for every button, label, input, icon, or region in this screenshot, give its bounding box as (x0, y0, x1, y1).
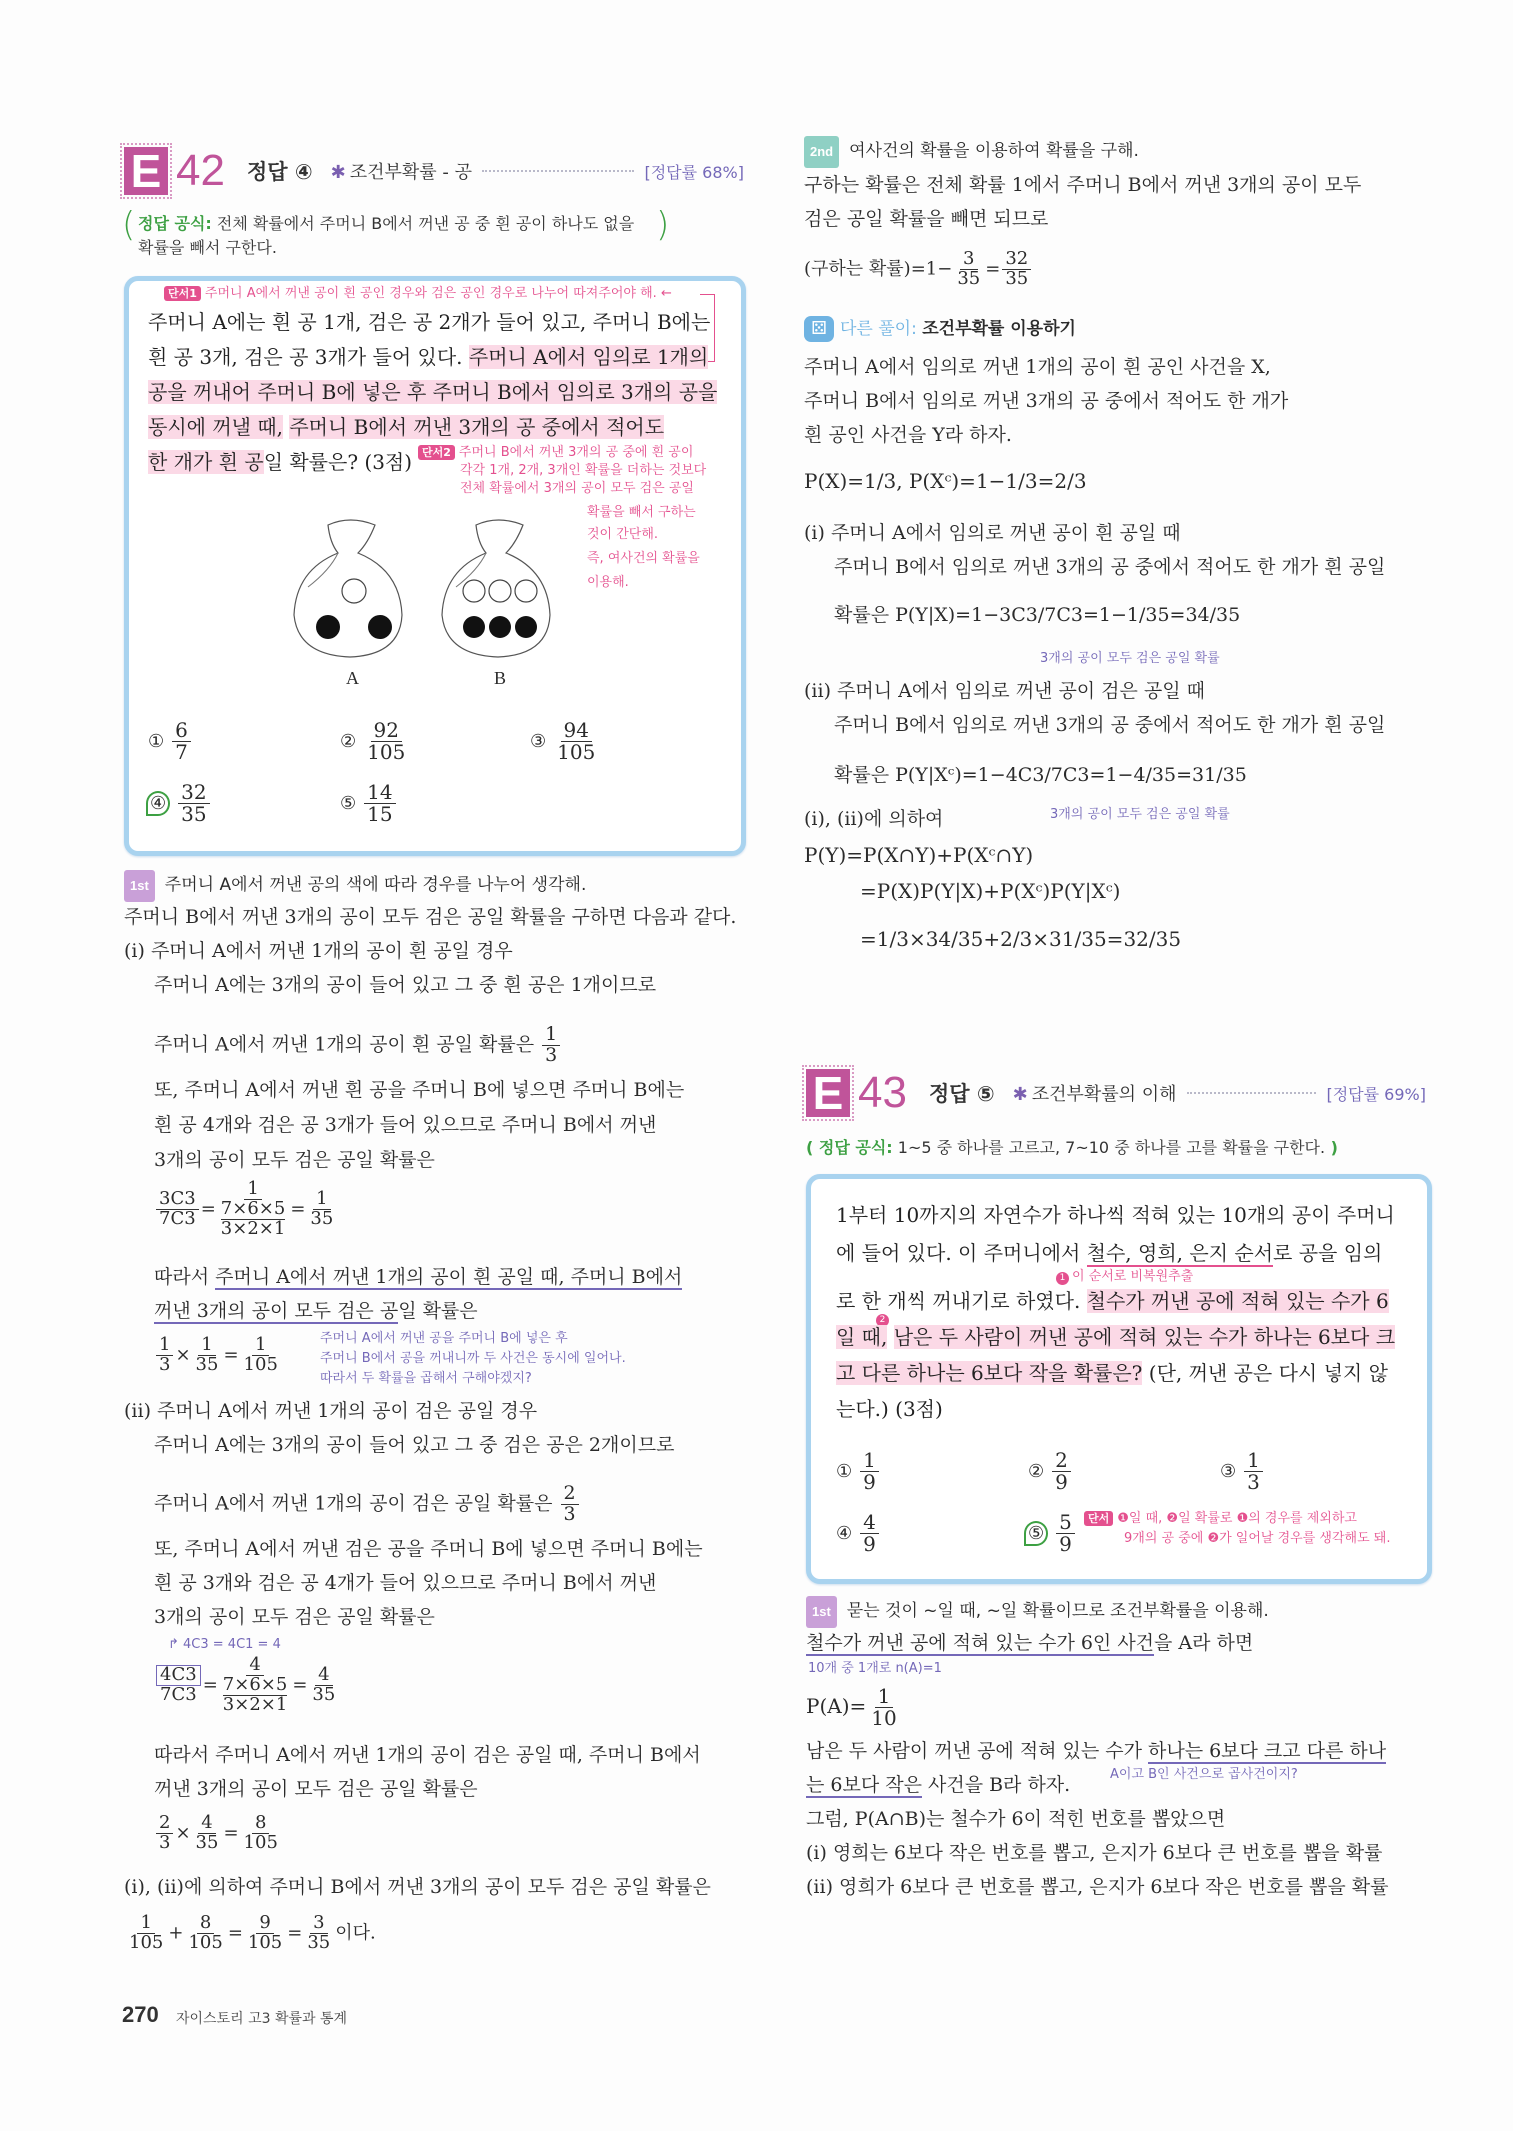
alt-px-equation: P(X)=1/3, P(Xᶜ)=1−1/3=2/3 (804, 469, 1087, 493)
denominator: 7 (175, 740, 188, 764)
numerator: 4 (315, 1666, 332, 1686)
hint-2-line-4: 확률을 빼서 구하는 (587, 505, 696, 520)
text: (단, 꺼낸 공은 다시 넣지 않 (1142, 1361, 1388, 1385)
denominator: 10 (871, 1706, 897, 1730)
boxed-numerator: 4C3 (156, 1665, 201, 1686)
solution-intro: 주머니 B에서 꺼낸 3개의 공이 모두 검은 공일 확률을 구하면 다음과 같다. (124, 906, 737, 928)
sol43-pa (806, 1686, 902, 1729)
denominator: 15 (367, 802, 393, 826)
option-fraction (172, 720, 191, 763)
denominator: 35 (310, 1207, 334, 1229)
option-number: ③ (530, 731, 547, 752)
sol43-note-1: 10개 중 1개로 n(A)=1 (808, 1661, 942, 1676)
option-number: ② (340, 731, 357, 752)
case-2-line-4: 흰 공 3개와 검은 공 4개가 들어 있으므로 주머니 B에서 꺼낸 (154, 1572, 657, 1594)
numerator: 32 (178, 782, 209, 804)
question-text: 흰 공 3개, 검은 공 3개가 들어 있다. (148, 345, 463, 369)
highlighted-condition: 동시에 꺼낼 때, (148, 415, 283, 439)
hint-text: ❶일 때, ❷일 확률로 ❶의 경우를 제외하고 (1117, 1511, 1357, 1526)
note-text: 이 순서로 비복원추출 (1072, 1269, 1194, 1284)
option-number: ④ (836, 1523, 853, 1544)
option-3[interactable] (1220, 1450, 1265, 1493)
denominator: 3 (159, 1831, 171, 1853)
denominator: 105 (367, 740, 406, 764)
dotted-leader (482, 170, 634, 172)
step-title: 주머니 A에서 꺼낸 공의 색에 따라 경우를 나누어 생각해. (164, 875, 587, 895)
numerator: 8 (197, 1914, 214, 1934)
numerator: 94 (561, 720, 592, 742)
dotted-leader (1187, 1092, 1317, 1094)
highlighted-question: 주머니 B에서 꺼낸 3개의 공 중에서 적어도 (289, 415, 665, 439)
hint-text: 주머니 A에서 꺼낸 공이 흰 공인 경우와 검은 공인 경우로 나누어 따져주어야 해. (204, 286, 657, 301)
text: 남은 두 사람이 꺼낸 공에 적혀 있는 수가 (806, 1740, 1148, 1762)
sol43-line-3 (806, 1770, 1070, 1800)
text: 로 공을 임의 (1273, 1241, 1383, 1265)
bag-a-label: A (346, 668, 359, 688)
underlined-text: 는 6보다 작은 (806, 1774, 922, 1796)
question-line-4 (148, 410, 664, 444)
question-line-3 (148, 375, 717, 409)
step-title: 묻는 것이 ~일 때, ~일 확률이므로 조건부확률을 이용해. (846, 1601, 1269, 1621)
numerator: 4 (860, 1512, 879, 1534)
problem-number: 42 (176, 146, 225, 195)
option-3[interactable] (530, 720, 600, 763)
denominator: 35 (195, 1831, 219, 1853)
hint-tag: 단서2 (418, 445, 455, 460)
alt-case-2-note: 3개의 공이 모두 검은 공일 확률 (1050, 807, 1230, 822)
numerator: 1 (244, 1180, 261, 1200)
numerator: 1 (542, 1025, 560, 1046)
case-2-conclusion-1: 따라서 주머니 A에서 꺼낸 1개의 공이 검은 공일 때, 주머니 B에서 (154, 1744, 701, 1766)
alt-label: 다른 풀이: (840, 319, 917, 339)
option-2[interactable] (1028, 1450, 1073, 1493)
correct-rate: [정답률 68%] (644, 162, 744, 182)
option-number: ③ (1220, 1461, 1237, 1482)
topic-text: 조건부확률의 이해 (1031, 1084, 1177, 1105)
numerator: 1 (156, 1336, 173, 1356)
alt-line-1: 주머니 A에서 임의로 꺼낸 1개의 공이 흰 공인 사건을 X, (804, 356, 1271, 378)
note-text: 4C3 = 4C1 = 4 (183, 1637, 281, 1652)
denominator-bottom: 3×2×1 (222, 1693, 288, 1715)
hint-43 (1084, 1510, 1357, 1528)
formula-text-2: 확률을 빼서 구한다. (138, 238, 277, 257)
case-1-line-4: 흰 공 4개와 검은 공 3개가 들어 있으므로 주머니 B에서 꺼낸 (154, 1114, 657, 1136)
case-1-line-2 (154, 1025, 562, 1066)
sol43-line-5: (i) 영희는 6보다 작은 번호를 뽑고, 은지가 6보다 큰 번호를 뽑을 확률 (806, 1842, 1383, 1864)
section-letter-badge: E (806, 1069, 850, 1117)
sol43-line-6: (ii) 영희가 6보다 큰 번호를 뽑고, 은지가 6보다 작은 번호를 뽑을 확률 (806, 1876, 1389, 1898)
case-1-line-1: 주머니 A에는 3개의 공이 들어 있고 그 중 흰 공은 1개이므로 (154, 974, 657, 996)
numerator: 2 (1052, 1450, 1071, 1472)
correct-answer-mark: ④ (146, 791, 170, 816)
alt-case-1-line-1: 주머니 B에서 임의로 꺼낸 3개의 공 중에서 적어도 한 개가 흰 공일 (834, 556, 1386, 578)
numerator: 8 (252, 1814, 269, 1834)
alt-case-2-line-1: 주머니 B에서 임의로 꺼낸 3개의 공 중에서 적어도 한 개가 흰 공일 (834, 714, 1386, 736)
denominator: 105 (243, 1353, 278, 1375)
overall-conclusion: (i), (ii)에 의하여 주머니 B에서 꺼낸 3개의 공이 모두 검은 공일 확률은 (124, 1876, 711, 1898)
option-fraction (554, 720, 598, 763)
sol43-note-2: A이고 B인 사건으로 곱사건이지? (1110, 1767, 1298, 1782)
q43-line-6: 는다.) (3점) (836, 1397, 943, 1421)
denominator: 105 (129, 1931, 164, 1953)
bag-a-illustration (290, 515, 410, 660)
step-2-line-1: 구하는 확률은 전체 확률 1에서 주머니 B에서 꺼낸 3개의 공이 모두 (804, 174, 1362, 196)
question-text: 일 확률은? (3점) (263, 450, 413, 474)
step-badge: 2nd (804, 136, 839, 168)
denominator: 3 (563, 1502, 576, 1525)
hint-tag: 단서1 (164, 286, 201, 301)
alt-equation-3: =1/3×34/35+2/3×31/35=32/35 (860, 927, 1182, 951)
denominator-top: 7×6×5 (222, 1673, 288, 1695)
hint-43-line-2: 9개의 공 중에 ❷가 일어날 경우를 생각해도 돼. (1124, 1531, 1391, 1546)
highlighted-question: 남은 두 사람이 꺼낸 공에 적혀 있는 수가 하나는 6보다 크 (893, 1325, 1396, 1349)
problem-42-header (124, 146, 744, 196)
alt-line-2: 주머니 B에서 임의로 꺼낸 3개의 공 중에서 적어도 한 개가 (804, 390, 1289, 412)
numerator: 3 (310, 1914, 327, 1934)
option-4[interactable] (836, 1512, 881, 1555)
numerator: 5 (1056, 1512, 1075, 1534)
formula-text: 1~5 중 하나를 고르고, 7~10 중 하나를 고를 확률을 구한다. (897, 1138, 1326, 1157)
case-1-product: $\frac{1}{3}$ × $\frac{1}{35}$ = $\frac{1}{105}$ (154, 1336, 283, 1375)
hint-tag: 단서 (1084, 1511, 1113, 1526)
hint-text: 주머니 B에서 꺼낸 3개의 공 중에 흰 공이 (458, 445, 694, 460)
alt-case-1-line-2: 확률은 P(Y|X)=1−3C3/7C3=1−1/35=34/35 (834, 604, 1241, 626)
q43-line-3 (836, 1284, 1389, 1318)
denominator: 35 (195, 1353, 219, 1375)
case-2-conclusion-2: 꺼낸 3개의 공이 모두 검은 공일 확률은 (154, 1778, 478, 1800)
numerator: 2 (561, 1484, 579, 1505)
formula-label: 정답 공식: (138, 214, 212, 233)
bag-b-label: B (494, 668, 507, 688)
denominator: 35 (312, 1683, 336, 1705)
alt-title: 조건부확률 이용하기 (922, 319, 1076, 339)
hint-2-line-2: 각각 1개, 2개, 3개인 확률을 더하는 것보다 (460, 463, 707, 478)
problem-43-header (806, 1068, 1426, 1118)
option-4-correct[interactable] (146, 782, 212, 825)
book-title: 자이스토리 고3 확률과 통계 (176, 2011, 348, 2027)
topic-text: 조건부확률 - 공 (349, 162, 472, 183)
option-fraction (364, 782, 395, 825)
dice-icon: ⚄ (804, 316, 834, 342)
text: 따라서 (154, 1266, 216, 1288)
formula-bracket-left: ( (122, 205, 136, 245)
numerator: 6 (172, 720, 191, 742)
denominator-top: 7×6×5 (220, 1197, 286, 1219)
sol43-line-4: 그럼, P(A∩B)는 철수가 6이 적힌 번호를 뽑았으면 (806, 1808, 1226, 1830)
case-2-combination-calc: $\frac{4C3}{7C3}$ = 4 7×6×5 3×2×1 = $\frac{4}{35}$ (154, 1656, 340, 1715)
q43-line-4 (836, 1320, 1395, 1354)
underlined-text: 주머니 A에서 꺼낸 1개의 공이 흰 공일 때, 주머니 B에서 (215, 1266, 683, 1288)
numerator: 1 (875, 1686, 894, 1708)
numerator: 1 (137, 1914, 154, 1934)
case-1-note-1: 주머니 A에서 꺼낸 공을 주머니 B에 넣은 후 (320, 1331, 568, 1346)
option-1[interactable] (148, 720, 193, 763)
option-2[interactable] (340, 720, 410, 763)
correct-answer-mark: ⑤ (1024, 1521, 1048, 1546)
denominator: 105 (247, 1931, 283, 1953)
case-2-line-1: 주머니 A에는 3개의 공이 들어 있고 그 중 검은 공은 2개이므로 (154, 1434, 675, 1456)
option-number: ① (836, 1461, 853, 1482)
step-2-equation: (구하는 확률)=1− $\frac{3}{35}$ = $\frac{32}{35}$ (804, 250, 1033, 289)
text: 일 확률은 (398, 1300, 478, 1322)
hint-2-line-3: 전체 확률에서 3개의 공이 모두 검은 공일 (460, 481, 694, 496)
numerator: 3C3 (156, 1190, 199, 1210)
numerator: 4 (246, 1656, 263, 1676)
question-line-2 (148, 340, 708, 374)
equation-prefix: P(A)= (806, 1694, 867, 1718)
denominator-bottom: 3×2×1 (220, 1217, 286, 1239)
topic-label (1013, 1080, 1177, 1106)
text: 주머니 A에서 꺼낸 1개의 공이 검은 공일 확률은 (154, 1492, 553, 1515)
alt-equation-1: P(Y)=P(X∩Y)+P(Xᶜ∩Y) (804, 843, 1034, 867)
denominator: 35 (1005, 267, 1029, 289)
option-number: ② (1028, 1461, 1045, 1482)
solution-43-step-1 (806, 1596, 1269, 1628)
problem-number: 43 (858, 1068, 907, 1117)
text: 주머니 A에서 꺼낸 1개의 공이 흰 공일 확률은 (154, 1033, 535, 1056)
denominator: 35 (957, 267, 981, 289)
marker-1-icon: 1 (1056, 1272, 1069, 1285)
numerator: 14 (364, 782, 395, 804)
step-2-line-2: 검은 공일 확률을 빼면 되므로 (804, 208, 1049, 230)
denominator: 35 (307, 1931, 331, 1953)
option-fraction (178, 782, 209, 825)
solution-step-1 (124, 870, 586, 902)
step-title: 여사건의 확률을 이용하여 확률을 구해. (849, 141, 1139, 161)
case-1-heading: (i) 주머니 A에서 꺼낸 1개의 공이 흰 공일 경우 (124, 940, 513, 962)
numerator: 9 (256, 1914, 273, 1934)
case-2-heading: (ii) 주머니 A에서 꺼낸 1개의 공이 검은 공일 경우 (124, 1400, 538, 1422)
option-1[interactable] (836, 1450, 881, 1493)
text: 을 A라 하면 (1154, 1632, 1254, 1654)
text: 로 한 개씩 꺼내기로 하였다. (836, 1289, 1081, 1313)
alt-case-1-note: 3개의 공이 모두 검은 공일 확률 (1040, 651, 1220, 666)
denominator: 9 (1055, 1470, 1068, 1494)
text: 사건을 B라 하자. (921, 1774, 1071, 1796)
denominator: 3 (545, 1043, 558, 1066)
answer-label: 정답 ④ (246, 160, 313, 184)
case-1-conclusion-1 (154, 1262, 682, 1292)
question-line-5 (148, 445, 412, 479)
question-line-1: 주머니 A에는 흰 공 1개, 검은 공 2개가 들어 있고, 주머니 B에는 (148, 310, 711, 334)
star-icon: ✱ (330, 162, 346, 183)
case-2-line-3: 또, 주머니 A에서 꺼낸 검은 공을 주머니 B에 넣으면 주머니 B에는 (154, 1538, 703, 1560)
numerator: 1 (252, 1336, 269, 1356)
option-fraction (364, 720, 408, 763)
denominator: 7C3 (159, 1207, 196, 1229)
denominator: 105 (557, 740, 596, 764)
alt-conclusion: (i), (ii)에 의하여 (804, 808, 944, 830)
case-1-note-3: 따라서 두 확률을 곱해서 구해야겠지? (320, 1371, 532, 1386)
denominator: 35 (181, 802, 207, 826)
case-2-line-5: 3개의 공이 모두 검은 공일 확률은 (154, 1606, 435, 1628)
denominator: 105 (188, 1931, 223, 1953)
case-2-line-2 (154, 1484, 581, 1525)
denominator: 3 (1247, 1470, 1260, 1494)
bag-b-illustration (438, 515, 558, 660)
underlined-text: 하나는 6보다 크고 다른 하나 (1147, 1740, 1387, 1762)
hint-2 (418, 444, 693, 462)
marker-2-icon: 2 (876, 1314, 889, 1327)
underlined-event: 철수가 꺼낸 공에 적혀 있는 수가 6인 사건 (806, 1632, 1155, 1654)
hint-2-line-6: 즉, 여사건의 확률을 (587, 551, 700, 566)
numerator: 1 (860, 1450, 879, 1472)
answer-label: 정답 ⑤ (928, 1082, 995, 1106)
numerator: 3 (960, 250, 977, 270)
sol43-line-2 (806, 1736, 1386, 1766)
denominator: 105 (243, 1831, 278, 1853)
formula-label: 정답 공식: (818, 1138, 893, 1157)
numerator: 92 (371, 720, 402, 742)
underlined-order: 철수, 영희, 은지 순서 (1086, 1241, 1274, 1265)
highlighted-question: 한 개가 흰 공 (148, 450, 264, 474)
topic-label (331, 158, 472, 184)
hint-2-line-7: 이용해. (587, 575, 629, 590)
q43-line-1: 1부터 10까지의 자연수가 하나씩 적혀 있는 10개의 공이 주머니 (836, 1203, 1395, 1227)
option-5-correct[interactable] (1024, 1512, 1077, 1555)
hint-1: 단서1 주머니 A에서 꺼낸 공이 흰 공인 경우와 검은 공인 경우로 나누어 따져주어야 해. ← (164, 285, 672, 303)
denominator: 9 (863, 1470, 876, 1494)
alt-case-2-line-2: 확률은 P(Y|Xᶜ)=1−4C3/7C3=1−4/35=31/35 (834, 764, 1247, 786)
highlighted-condition: 주머니 A에서 임의로 1개의 (468, 345, 709, 369)
hint-2-line-5: 것이 간단해. (587, 527, 659, 542)
text: 에 들어 있다. 이 주머니에서 (836, 1241, 1087, 1265)
alt-case-2-heading: (ii) 주머니 A에서 임의로 꺼낸 공이 검은 공일 때 (804, 680, 1206, 702)
numerator: 32 (1002, 250, 1031, 270)
section-letter-badge: E (124, 147, 168, 195)
case-1-line-3: 또, 주머니 A에서 꺼낸 흰 공을 주머니 B에 넣으면 주머니 B에는 (154, 1079, 685, 1101)
sol43-line-1 (806, 1628, 1253, 1658)
q43-line-2 (836, 1236, 1382, 1270)
alt-equation-2: =P(X)P(Y|X)+P(Xᶜ)P(Y|Xᶜ) (860, 879, 1121, 903)
alternative-solution-header (804, 314, 1076, 344)
alt-line-3: 흰 공인 사건을 Y라 하자. (804, 424, 1012, 446)
numerator: 1 (313, 1190, 330, 1210)
answer-formula-43: ( 정답 공식: 1~5 중 하나를 고르고, 7~10 중 하나를 고를 확률을 구한다. ) (806, 1138, 1338, 1157)
numerator: 1 (198, 1336, 215, 1356)
suffix: 이다. (335, 1922, 376, 1944)
alt-case-1-heading: (i) 주머니 A에서 임의로 꺼낸 공이 흰 공일 때 (804, 522, 1181, 544)
highlighted-condition: 철수가 꺼낸 공에 적혀 있는 수가 6 (1086, 1289, 1389, 1313)
case-1-conclusion-2 (154, 1296, 478, 1326)
case-2-product: $\frac{2}{3}$ × $\frac{4}{35}$ = $\frac{8}{105}$ (154, 1814, 283, 1853)
option-5[interactable] (340, 782, 398, 825)
case-1-note-2: 주머니 B에서 공을 꺼내니까 두 사건은 동시에 일어나. (320, 1351, 626, 1366)
case-1-line-5: 3개의 공이 모두 검은 공일 확률은 (154, 1149, 435, 1171)
numerator: 4 (198, 1814, 215, 1834)
numerator: 1 (1244, 1450, 1263, 1472)
answer-formula (138, 212, 634, 260)
denominator: 9 (863, 1532, 876, 1556)
denominator: 9 (1059, 1532, 1072, 1556)
highlighted-condition: 공을 꺼내어 주머니 B에 넣은 후 주머니 B에서 임의로 3개의 공을 (148, 380, 718, 404)
equation-prefix: (구하는 확률)=1− (804, 258, 953, 280)
q43-line-5 (836, 1356, 1388, 1390)
solution-step-2 (804, 136, 1139, 168)
combination-note: ↱ 4C3 = 4C1 = 4 (168, 1637, 281, 1652)
denominator: 7C3 (160, 1684, 197, 1706)
option-number: ⑤ (340, 793, 357, 814)
numerator: 2 (156, 1814, 173, 1834)
overall-sum: $\frac{1}{105}$ + $\frac{8}{105}$ = $\frac{9}{105}$ = $\frac{3}{35}$ 이다. (124, 1914, 376, 1953)
underlined-text: 꺼낸 3개의 공이 모두 검은 공 (154, 1300, 399, 1322)
step-badge: 1st (124, 870, 155, 902)
formula-bracket-right: ) (656, 205, 670, 245)
formula-text-1: 전체 확률에서 주머니 B에서 꺼낸 공 중 흰 공이 하나도 없을 (216, 214, 635, 233)
highlighted-condition: 일 때, (836, 1325, 888, 1349)
denominator: 3 (159, 1353, 171, 1375)
case-1-combination-calc: $\frac{3C3}{7C3}$ = 1 7×6×5 3×2×1 = $\frac{1}{35}$ (154, 1180, 338, 1239)
highlighted-question: 고 다른 하나는 6보다 작을 확률은? (836, 1361, 1143, 1385)
option-number: ① (148, 731, 165, 752)
page-number: 270 (122, 2002, 159, 2027)
correct-rate: [정답률 69%] (1326, 1084, 1426, 1104)
star-icon: ✱ (1012, 1084, 1028, 1105)
step-badge: 1st (806, 1596, 837, 1628)
